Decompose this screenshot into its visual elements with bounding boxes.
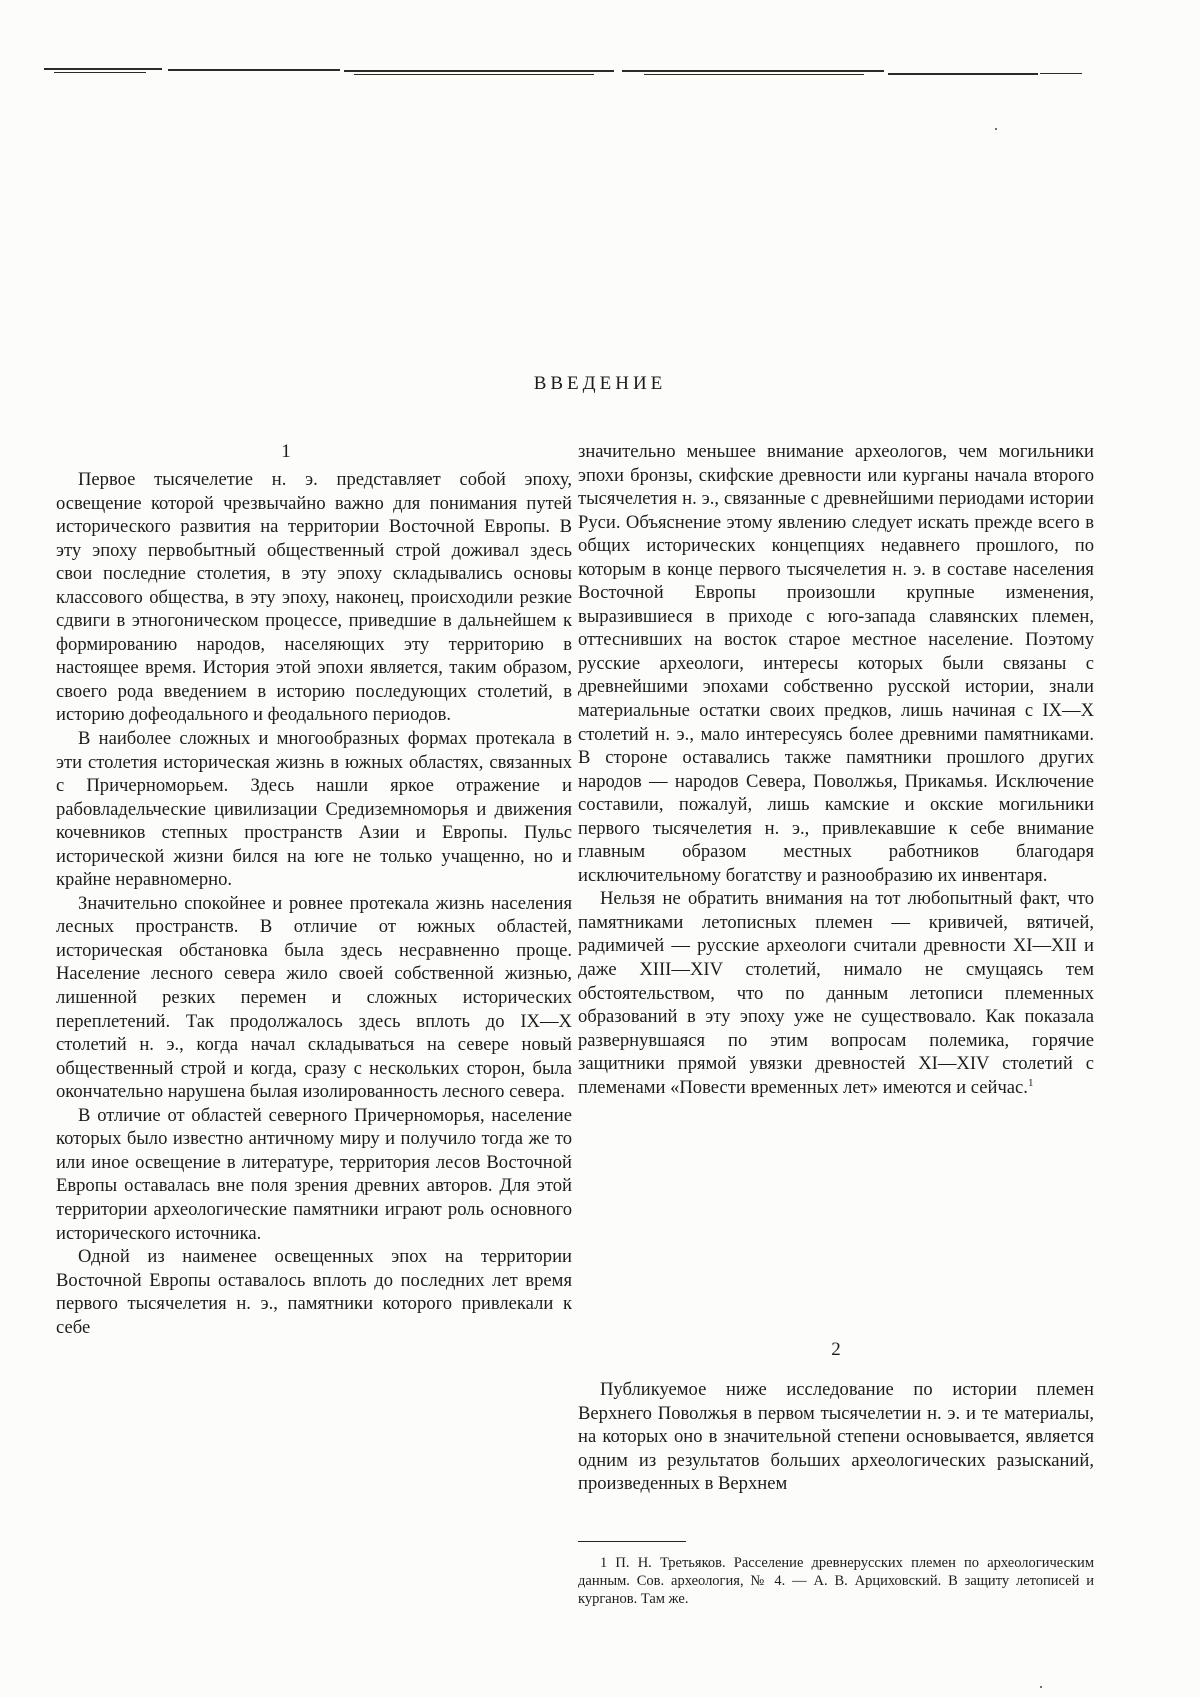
paragraph: Первое тысячелетие н. э. представляет собой эпоху, освещение которой чрезвычайно важно для понимания путей исторического развития на территории Восточной Европы. В эту эпоху первобытный общественный строй доживал здесь свои последние столетия, в эту эпоху складывались основы классового общества, в эту эпоху, наконец, происходили резкие сдвиги в этногоническом процессе, приведшие в дальнейшем к формированию народов, населяющих эту территорию в настоящее время. История этой эпохи является, таким образом, своего рода введением в историю последующих столетий, в историю дофеодального и феодального периодов. — [56, 469, 572, 726]
paragraph: В наиболее сложных и многообразных формах протекала в эти столетия историческая жизнь в южных областях, связанных с Причерноморьем. Здесь нашли яркое отражение и рабовладельческие цивилизации Средиземноморья и движения кочевников степных пространств Азии и Европы. Пульс исторической жизни бился на юге не только учащенно, но и крайне неравномерно. — [56, 728, 572, 891]
paragraph-text: Нельзя не обратить внимания на тот любопытный факт, что памятниками летописных племен — кривичей, вятичей, радимичей — русские археологи считали древности XI—XII и даже XIII—XIV столетий, нимало не смущаясь тем обстоятельством, что по данным летописи племенных образований в эту эпоху уже не существовало. Как показала развернувшаяся по этим вопросам полемика, горячие защитники прямой увязки древностей XI—XIV столетий с племенами «Повести временных лет» имеются и сейчас. — [578, 888, 1094, 1098]
paragraph: Публикуемое ниже исследование по истории племен Верхнего Поволжья в первом тысячелетии н. э. и те материалы, на которых оно в значительной степени основывается, является одним из результатов больших археологических разысканий, произведенных в Верхнем — [578, 1379, 1094, 1495]
paragraph: значительно меньшее внимание археологов, чем могильники эпохи бронзы, скифские древности или курганы начала второго тысячелетия н. э., связанные с древнейшими периодами истории Руси. Объяснение этому явлению следует искать прежде всего в общих исторических концепциях недавнего прошлого, по которым в конце первого тысячелетия н. э. в составе населения Восточной Европы произошли крупные изменения, выразившиеся в приходе с юго-запада славянских племен, оттеснивших на восток старое местное население. Поэтому русские археологи, интересы которых были связаны с древнейшими эпохами собственно русской истории, знали материальные остатки своих предков, лишь начиная с IX—X столетий н. э., мало интересуясь более древними памятниками. В стороне оставались также памятники прошлого других народов — народов Севера, Поволжья, Прикамья. Исключение составили, пожалуй, лишь камские и окские могильники первого тысячелетия н. э., привлекавшие к себе внимание главным образом местных работников благодаря исключительному богатству и разнообразию их инвентаря. — [578, 441, 1094, 886]
paragraph: В отличие от областей северного Причерноморья, население которых было известно античному миру и получило тогда же то или иное освещение в литературе, территория лесов Восточной Европы оставалась вне поля зрения древних авторов. Для этой территории археологические памятники играют роль основного исторического источника. — [56, 1104, 572, 1244]
footnote: 1 П. Н. Третьяков. Расселение древнерусских племен по археологическим данным. Сов. археология, № 4. — А. В. Арциховский. В защиту летописей и курганов. Там же. — [578, 1555, 1094, 1607]
left-column — [56, 468, 572, 1339]
footnote-divider — [578, 1541, 686, 1542]
right-column-continued — [578, 1378, 1094, 1496]
paragraph: Значительно спокойнее и ровнее протекала жизнь населения лесных пространств. В отличие от южных областей, историческая обстановка была здесь несравненно проще. Население лесного севера жило своей собственной жизнью, лишенной резких перемен и сложных исторических переплетений. Так продолжалось здесь вплоть до IX—X столетий н. э., когда начал складываться на севере новый общественный строй и когда, сразу с нескольких сторон, была окончательно нарушена былая изолированность лесного севера. — [56, 892, 572, 1103]
section-number-2: 2 — [831, 1339, 841, 1360]
paragraph: Одной из наименее освещенных эпох на территории Восточной Европы оставалось вплоть до последних лет время первого тысячелетия н. э., памятники которого привлекали к себе — [56, 1246, 572, 1338]
footnote-marker[interactable]: 1 — [1027, 1076, 1034, 1089]
scan-speck — [995, 128, 997, 130]
section-number-1: 1 — [281, 441, 291, 462]
header-rule — [44, 66, 1082, 80]
scan-speck — [1040, 1686, 1042, 1688]
page-title: ВВЕДЕНИЕ — [533, 373, 667, 394]
right-column — [578, 440, 1094, 1099]
paragraph — [578, 887, 1094, 1099]
